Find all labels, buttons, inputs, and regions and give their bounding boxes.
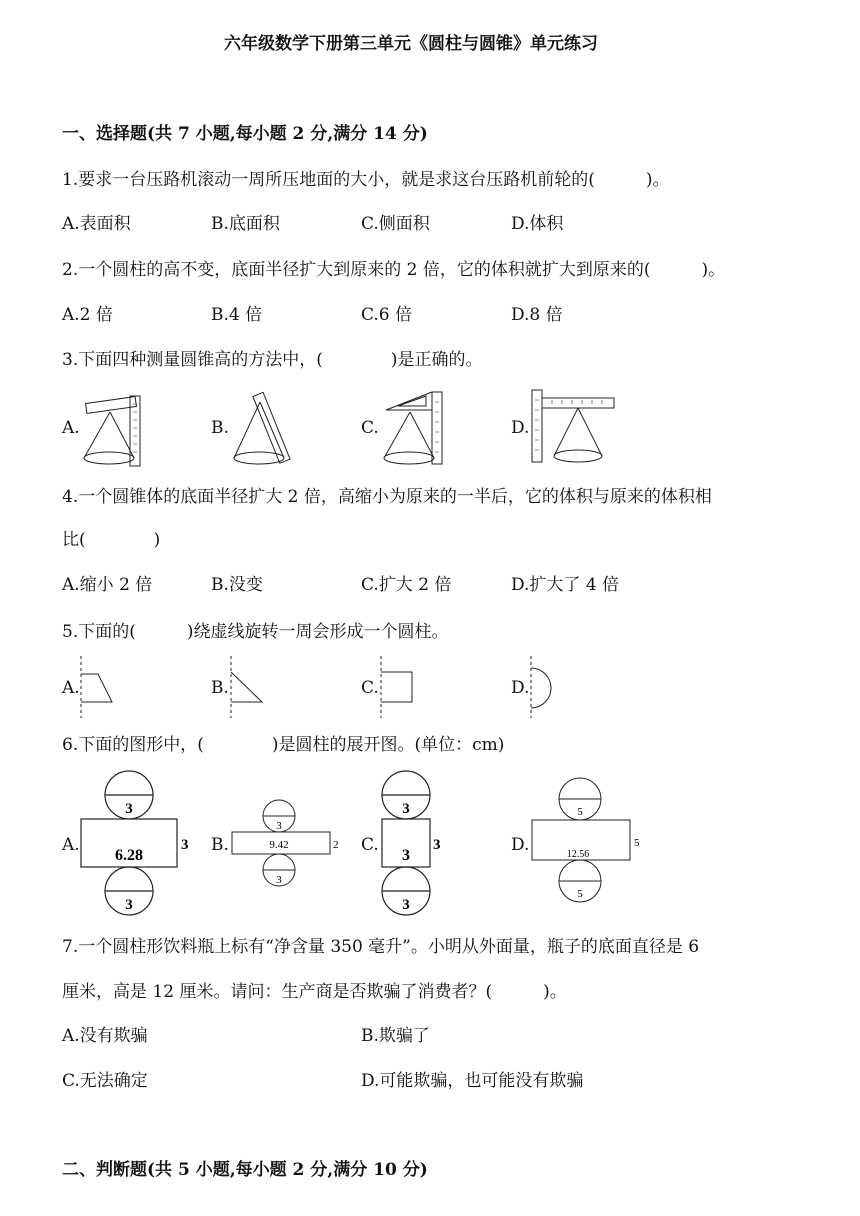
q2-option-d: D.8 倍: [511, 305, 563, 325]
question-4-stem-line1: 4.一个圆锥体的底面半径扩大 2 倍，高缩小为原来的一半后，它的体积与原来的体积相: [62, 487, 712, 507]
q6a-rect-label: 6.28: [115, 847, 143, 864]
question-7-stem-line1: 7.一个圆柱形饮料瓶上标有“净含量 350 毫升”。小明从外面量，瓶子的底面直径是 6: [62, 937, 700, 957]
question-7-stem-line2: 厘米，高是 12 厘米。请问：生产商是否欺骗了消费者？( )。: [62, 982, 567, 1002]
q4-option-b: B.没变: [211, 575, 263, 595]
q5-figure-c-rectangle: [376, 654, 420, 720]
question-5-stem: 5.下面的( )绕虚线旋转一周会形成一个圆柱。: [62, 622, 449, 642]
q3-figure-c: [378, 384, 450, 468]
q7-option-b: B.欺骗了: [361, 1026, 430, 1046]
question-4-stem-line2: 比( ): [62, 530, 161, 550]
q3-option-c: C.: [361, 418, 379, 438]
q5-option-b: B.: [211, 678, 229, 698]
q7-option-c: C.无法确定: [62, 1071, 148, 1091]
q5-option-c: C.: [361, 678, 379, 698]
q6-figure-a-net: [78, 770, 196, 916]
section-heading-judgement: 二、判断题(共 5 小题,每小题 2 分,满分 10 分): [62, 1160, 428, 1180]
q6c-side-label: 3: [433, 837, 441, 853]
q3-figure-d: [528, 386, 618, 466]
q6a-bottom-circle-label: 3: [125, 897, 133, 913]
q6a-top-circle-label: 3: [125, 801, 133, 817]
q2-option-b: B.4 倍: [211, 305, 263, 325]
q1-option-b: B.底面积: [211, 214, 280, 234]
section-heading-choice: 一、选择题(共 7 小题,每小题 2 分,满分 14 分): [62, 124, 428, 144]
page-title: 六年级数学下册第三单元《圆柱与圆锥》单元练习: [224, 34, 598, 54]
q6-option-a: A.: [62, 835, 80, 855]
q6d-bottom-circle-label: 5: [577, 888, 583, 900]
q7-option-d: D.可能欺骗，也可能没有欺骗: [361, 1071, 584, 1091]
q6b-bottom-circle-label: 3: [276, 874, 282, 886]
q2-option-a: A.2 倍: [62, 305, 113, 325]
q6c-top-circle-label: 3: [402, 801, 410, 817]
q7-option-a: A.没有欺骗: [62, 1026, 148, 1046]
question-2-stem: 2.一个圆柱的高不变，底面半径扩大到原来的 2 倍，它的体积就扩大到原来的( )。: [62, 260, 726, 280]
q6b-rect-label: 9.42: [269, 839, 289, 851]
q6-figure-c-net: [380, 770, 450, 916]
q6c-bottom-circle-label: 3: [402, 897, 410, 913]
q3-figure-b: [228, 390, 300, 468]
q4-option-d: D.扩大了 4 倍: [511, 575, 620, 595]
q6b-side-label: 2: [333, 839, 339, 851]
q6d-side-label: 5: [634, 837, 640, 849]
q3-option-d: D.: [511, 418, 530, 438]
q6-figure-d-net: [530, 776, 650, 906]
q6-option-d: D.: [511, 835, 530, 855]
q2-option-c: C.6 倍: [361, 305, 413, 325]
q5-figure-d-semicircle: [526, 654, 570, 720]
q1-option-a: A.表面积: [62, 214, 131, 234]
question-1-stem: 1.要求一台压路机滚动一周所压地面的大小，就是求这台压路机前轮的( )。: [62, 170, 670, 190]
q6d-rect-label: 12.56: [566, 849, 590, 860]
q6c-rect-label: 3: [402, 847, 410, 864]
q5-option-a: A.: [62, 678, 80, 698]
q6-option-c: C.: [361, 835, 379, 855]
q3-figure-a: [78, 390, 150, 468]
q5-option-d: D.: [511, 678, 530, 698]
q1-option-c: C.侧面积: [361, 214, 430, 234]
q3-option-b: B.: [211, 418, 229, 438]
question-6-stem: 6.下面的图形中，( )是圆柱的展开图。(单位：cm): [62, 735, 505, 755]
q4-option-a: A.缩小 2 倍: [62, 575, 153, 595]
q5-figure-a-trapezoid: [76, 654, 120, 720]
q5-figure-b-triangle: [226, 654, 270, 720]
q6-figure-b-net: [230, 798, 346, 890]
question-3-stem: 3.下面四种测量圆锥高的方法中，( )是正确的。: [62, 350, 483, 370]
q6a-side-label: 3: [181, 837, 189, 853]
q1-option-d: D.体积: [511, 214, 564, 234]
q6d-top-circle-label: 5: [577, 806, 583, 818]
q6b-top-circle-label: 3: [276, 820, 282, 832]
q6-option-b: B.: [211, 835, 229, 855]
q3-option-a: A.: [62, 418, 80, 438]
q4-option-c: C.扩大 2 倍: [361, 575, 452, 595]
